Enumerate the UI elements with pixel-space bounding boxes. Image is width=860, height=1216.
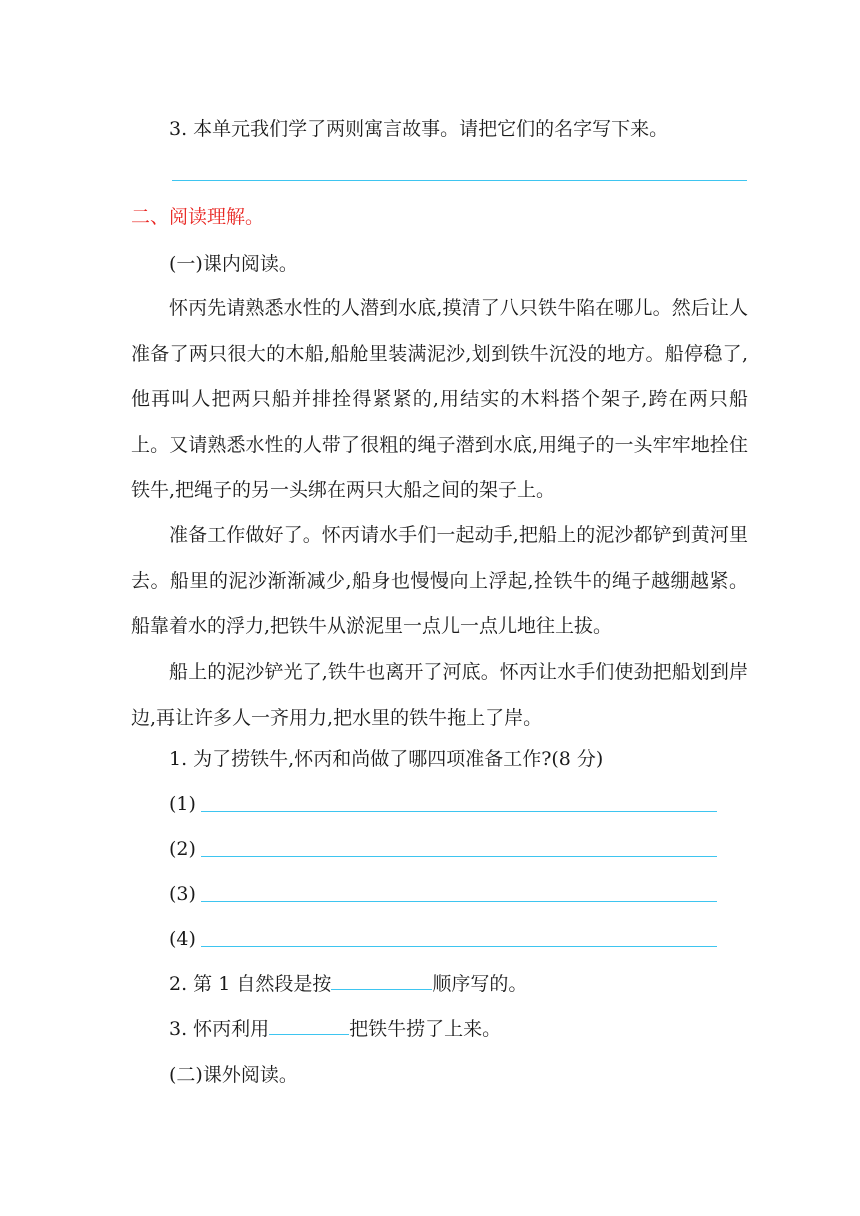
answer-item-2-label: (2) xyxy=(169,838,196,860)
answer-line-2[interactable] xyxy=(201,856,717,857)
passage-paragraph-3: 船上的泥沙铲光了,铁牛也离开了河底。怀丙让水手们使劲把船划到岸边,再让许多人一齐用力,把水里的铁牛拖上了岸。 xyxy=(131,661,748,729)
answer-line-1[interactable] xyxy=(201,811,717,812)
question-2-row xyxy=(169,971,527,997)
part-title-extracurricular: (二)课外阅读。 xyxy=(169,1064,298,1086)
answer-item-4-label: (4) xyxy=(169,928,196,950)
question-3-text-after: 把铁牛捞了上来。 xyxy=(349,1018,502,1040)
part-title-in-class: (一)课内阅读。 xyxy=(169,253,298,275)
answer-line-4[interactable] xyxy=(201,946,717,947)
question-2-text-after: 顺序写的。 xyxy=(432,973,528,995)
passage-paragraph-2: 准备工作做好了。怀丙请水手们一起动手,把船上的泥沙都铲到黄河里去。船里的泥沙渐渐减少,船身也慢慢向上浮起,拴铁牛的绳子越绷越紧。船靠着水的浮力,把铁牛从淤泥里一点儿一点儿地往上拔。 xyxy=(131,524,748,637)
answer-item-3-label: (3) xyxy=(169,883,196,905)
question-2-text-before: 2. 第 1 自然段是按 xyxy=(169,973,332,995)
question-3-text-before: 3. 怀丙利用 xyxy=(169,1018,270,1040)
answer-item-1-label: (1) xyxy=(169,793,196,815)
answer-line-q3[interactable] xyxy=(172,180,747,181)
question-2-blank[interactable] xyxy=(331,971,432,990)
answer-line-3[interactable] xyxy=(201,901,717,902)
question-3-prompt: 3. 本单元我们学了两则寓言故事。请把它们的名字写下来。 xyxy=(169,118,669,140)
question-3-blank[interactable] xyxy=(269,1016,349,1035)
passage-paragraph-1: 怀丙先请熟悉水性的人潜到水底,摸清了八只铁牛陷在哪儿。然后让人准备了两只很大的木船,船舱里装满泥沙,划到铁牛沉没的地方。船停稳了,他再叫人把两只船并排拴得紧紧的,用结实的木料搭个架子,跨在两只船上。又请熟悉水性的人带了很粗的绳子潜到水底,用绳子的一头牢牢地拴住铁牛,把绳子的另一头绑在两只大船之间的架子上。 xyxy=(131,297,748,501)
question-3-row xyxy=(169,1016,501,1042)
section-heading-reading: 二、阅读理解。 xyxy=(131,206,265,228)
question-1-prompt: 1. 为了捞铁牛,怀丙和尚做了哪四项准备工作?(8 分) xyxy=(169,748,604,770)
